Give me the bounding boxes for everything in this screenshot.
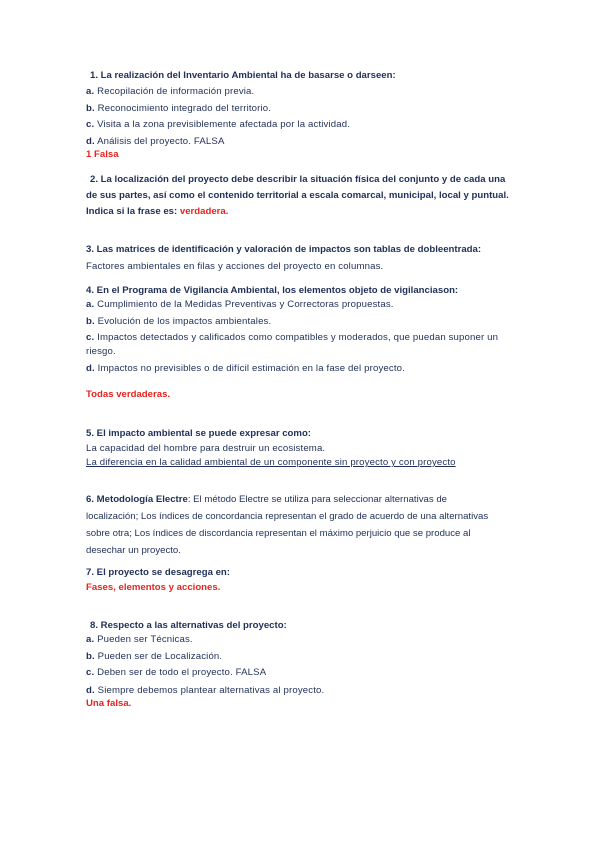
q4-option-b [86, 316, 271, 328]
q8-option-b [86, 651, 222, 663]
option-text: Recopilación de información previa. [94, 86, 255, 97]
q4-heading: 4. En el Programa de Vigilancia Ambiental, los elementos objeto de vigilanciason: [86, 285, 459, 296]
option-letter: d. [86, 685, 95, 696]
q5-line-1: La capacidad del hombre para destruir un ecosistema. [86, 443, 326, 454]
option-letter: b. [86, 316, 95, 327]
q1-option-a [86, 86, 254, 98]
q6-line-4: desechar un proyecto. [86, 545, 181, 556]
option-letter: d. [86, 136, 95, 147]
q6-label: 6. Metodología Electre [86, 494, 188, 505]
q8-option-a [86, 634, 193, 646]
option-letter: d. [86, 363, 95, 374]
q4-answer: Todas verdaderas. [86, 389, 171, 400]
q8-option-c [86, 667, 266, 679]
option-letter: a. [86, 86, 95, 97]
option-letter: a. [86, 634, 95, 645]
q2-answer: verdadera. [179, 206, 229, 217]
q8-option-d [86, 685, 324, 697]
q6-line-3: sobre otra; Los índices de discordancia representan el máximo perjuicio que se produce al [86, 528, 471, 539]
q4-option-c [86, 332, 498, 344]
q6-text: : El método Electre se utiliza para seleccionar alternativas de [187, 494, 447, 505]
q1-option-c [86, 119, 350, 131]
option-text: Reconocimiento integrado del territorio. [94, 103, 272, 114]
q4-option-d [86, 363, 405, 375]
q2-line-1: 2. La localización del proyecto debe describir la situación física del conjunto y de cada una [90, 174, 506, 185]
option-letter: a. [86, 299, 95, 310]
q1-option-d [86, 136, 225, 148]
option-text: Deben ser de todo el proyecto. FALSA [94, 667, 267, 678]
q1-answer: 1 Falsa [86, 149, 119, 160]
q8-answer: Una falsa. [86, 698, 132, 709]
option-text: Análisis del proyecto. FALSA [94, 136, 225, 147]
option-text: Visita a la zona previsiblemente afectada por la actividad. [94, 119, 351, 130]
option-text: Impactos detectados y calificados como compatibles y moderados, que puedan suponer un [94, 332, 499, 343]
q1-heading: 1. La realización del Inventario Ambiental ha de basarse o darseen: [90, 70, 396, 81]
option-letter: c. [86, 332, 95, 343]
q6-line-2: localización; Los índices de concordancia representan el grado de acuerdo de una alternativas [86, 511, 489, 522]
option-text: Evolución de los impactos ambientales. [94, 316, 272, 327]
option-text: Pueden ser Técnicas. [94, 634, 193, 645]
option-text: Siempre debemos plantear alternativas al proyecto. [94, 685, 325, 696]
q8-heading: 8. Respecto a las alternativas del proyecto: [90, 620, 287, 631]
q3-text: Factores ambientales en filas y acciones del proyecto en columnas. [86, 261, 384, 272]
option-letter: c. [86, 119, 95, 130]
option-text: Pueden ser de Localización. [94, 651, 223, 662]
q4-option-a [86, 299, 394, 311]
option-text: Cumplimiento de la Medidas Preventivas y Correctoras propuestas. [94, 299, 394, 310]
q3-heading: 3. Las matrices de identificación y valoración de impactos son tablas de dobleentrada: [86, 244, 482, 255]
option-letter: b. [86, 103, 95, 114]
q6-line-1 [86, 494, 447, 506]
q1-option-b [86, 103, 271, 115]
q4-option-c-continued: riesgo. [86, 346, 116, 357]
q2-line-3 [86, 206, 228, 218]
q7-heading: 7. El proyecto se desagrega en: [86, 567, 230, 578]
q5-line-2: La diferencia en la calidad ambiental de un componente sin proyecto y con proyecto [86, 457, 456, 468]
q2-prompt: Indica si la frase es: [86, 206, 180, 217]
option-letter: b. [86, 651, 95, 662]
q5-heading: 5. El impacto ambiental se puede expresar como: [86, 428, 311, 439]
q7-answer: Fases, elementos y acciones. [86, 582, 221, 593]
q2-line-2: de sus partes, así como el contenido territorial a escala comarcal, municipal, local y puntual. [86, 190, 509, 201]
option-letter: c. [86, 667, 95, 678]
option-text: Impactos no previsibles o de difícil estimación en la fase del proyecto. [94, 363, 405, 374]
